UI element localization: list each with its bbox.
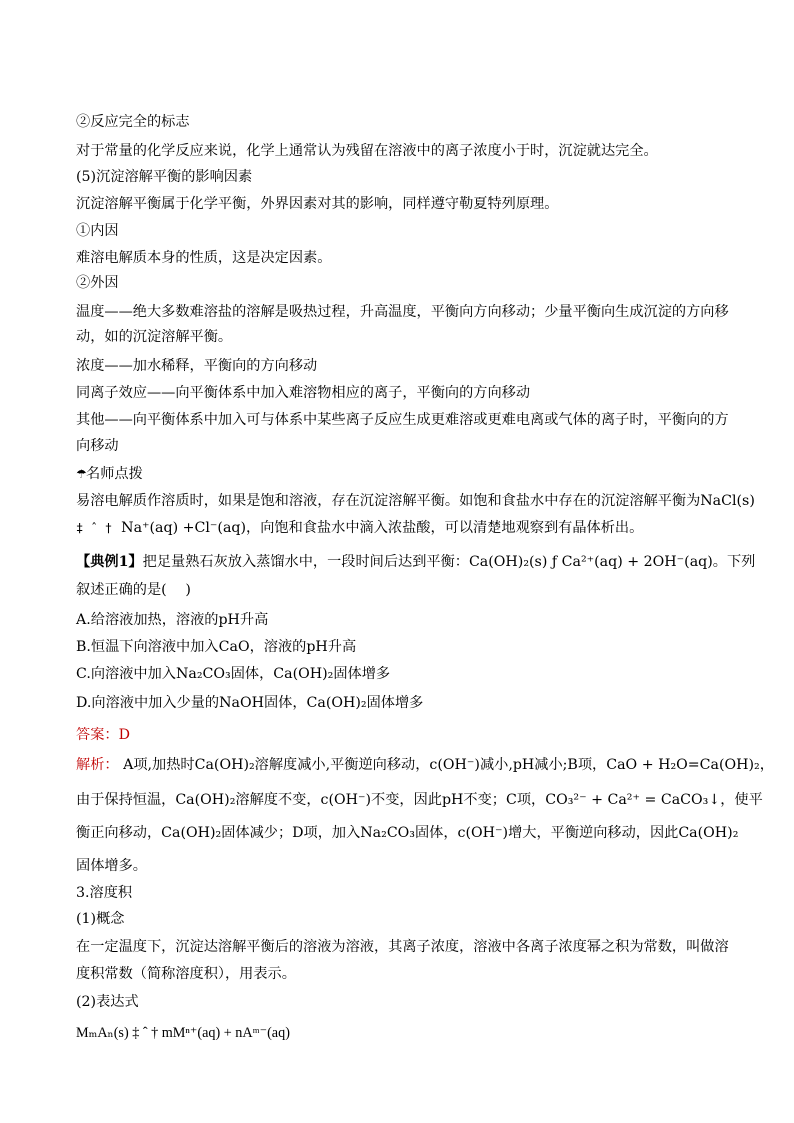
text-line: 叙述正确的是( )	[76, 582, 191, 598]
equilibrium-arrow: ‡ ˆ †	[76, 521, 113, 535]
text-line: 衡正向移动，Ca(OH)₂固体减少；D项，加入Na₂CO₃固体，c(OH⁻)增大，平衡逆向移动，因此Ca(OH)₂	[76, 825, 739, 841]
text-fragment: Na⁺(aq) +Cl⁻(aq)，向饱和食盐水中滴入浓盐酸，可以清楚地观察到有晶体析出。	[121, 520, 644, 536]
expression-formula: MₘAₙ(s) ‡ ˆ † mMⁿ⁺(aq) + nAᵐ⁻(aq)	[76, 1025, 290, 1041]
text-line: 在一定温度下，沉淀达溶解平衡后的溶液为溶液，其离子浓度，溶液中各离子浓度幂之积为常数，叫做溶	[76, 939, 729, 955]
example-line	[76, 552, 756, 572]
analysis-line	[76, 755, 774, 775]
text-line: 动，如的沉淀溶解平衡。	[76, 329, 233, 345]
text-line: (1)概念	[76, 911, 125, 927]
text-line: 固体增多。	[76, 858, 147, 874]
text-line: 浓度——加水稀释，平衡向的方向移动	[76, 358, 318, 374]
text-line: 由于保持恒温，Ca(OH)₂溶解度不变，c(OH⁻)不变，因此pH不变；C项，CO₃²⁻ + Ca²⁺ = CaCO₃↓，使平	[76, 792, 763, 808]
text-line: ②外因	[76, 275, 119, 291]
text-line: 易溶电解质作溶质时，如果是饱和溶液，存在沉淀溶解平衡。如饱和食盐水中存在的沉淀溶解平衡为NaCl(s)	[76, 493, 755, 509]
text-line: (2)表达式	[76, 994, 139, 1010]
example-text: 把足量熟石灰放入蒸馏水中，一段时间后达到平衡：Ca(OH)₂(s) ƒ Ca²⁺(aq) + 2OH⁻(aq)。下列	[142, 554, 756, 570]
tip-icon: ☂	[76, 467, 87, 481]
text-line: 沉淀溶解平衡属于化学平衡，外界因素对其的影响，同样遵守勒夏特列原理。	[76, 196, 559, 212]
option-b: B.恒温下向溶液中加入CaO，溶液的pH升高	[76, 639, 357, 655]
tip-label: 名师点拨	[86, 466, 143, 482]
answer-line: 答案：D	[76, 727, 130, 743]
text-line: 其他——向平衡体系中加入可与体系中某些离子反应生成更难溶或更难电离或气体的离子时，平衡向的方	[76, 412, 729, 428]
text-line: 度积常数（简称溶度积），用表示。	[76, 966, 296, 982]
text-line: 对于常量的化学反应来说，化学上通常认为残留在溶液中的离子浓度小于时，沉淀就达完全。	[76, 143, 658, 159]
tip-heading	[76, 464, 726, 484]
text-line	[76, 518, 726, 538]
option-c: C.向溶液中加入Na₂CO₃固体，Ca(OH)₂固体增多	[76, 666, 391, 682]
analysis-text: A项,加热时Ca(OH)₂溶解度减小,平衡逆向移动，c(OH⁻)减小,pH减小;B项，CaO + H₂O=Ca(OH)₂，	[118, 757, 774, 773]
text-line: 温度——绝大多数难溶盐的溶解是吸热过程，升高温度，平衡向方向移动；少量平衡向生成沉淀的方向移	[76, 304, 729, 320]
analysis-label: 解析：	[76, 757, 119, 773]
section-heading: 3.溶度积	[76, 885, 133, 901]
text-line: ②反应完全的标志	[76, 114, 190, 130]
option-d: D.向溶液中加入少量的NaOH固体，Ca(OH)₂固体增多	[76, 695, 424, 711]
example-label: 【典例1】	[76, 554, 143, 570]
option-a: A.给溶液加热，溶液的pH升高	[76, 612, 269, 628]
text-line: ①内因	[76, 223, 119, 239]
text-line: 难溶电解质本身的性质，这是决定因素。	[76, 250, 332, 266]
text-line: 向移动	[76, 438, 119, 454]
section-heading: (5)沉淀溶解平衡的影响因素	[76, 169, 253, 185]
text-line: 同离子效应——向平衡体系中加入难溶物相应的离子，平衡向的方向移动	[76, 385, 531, 401]
